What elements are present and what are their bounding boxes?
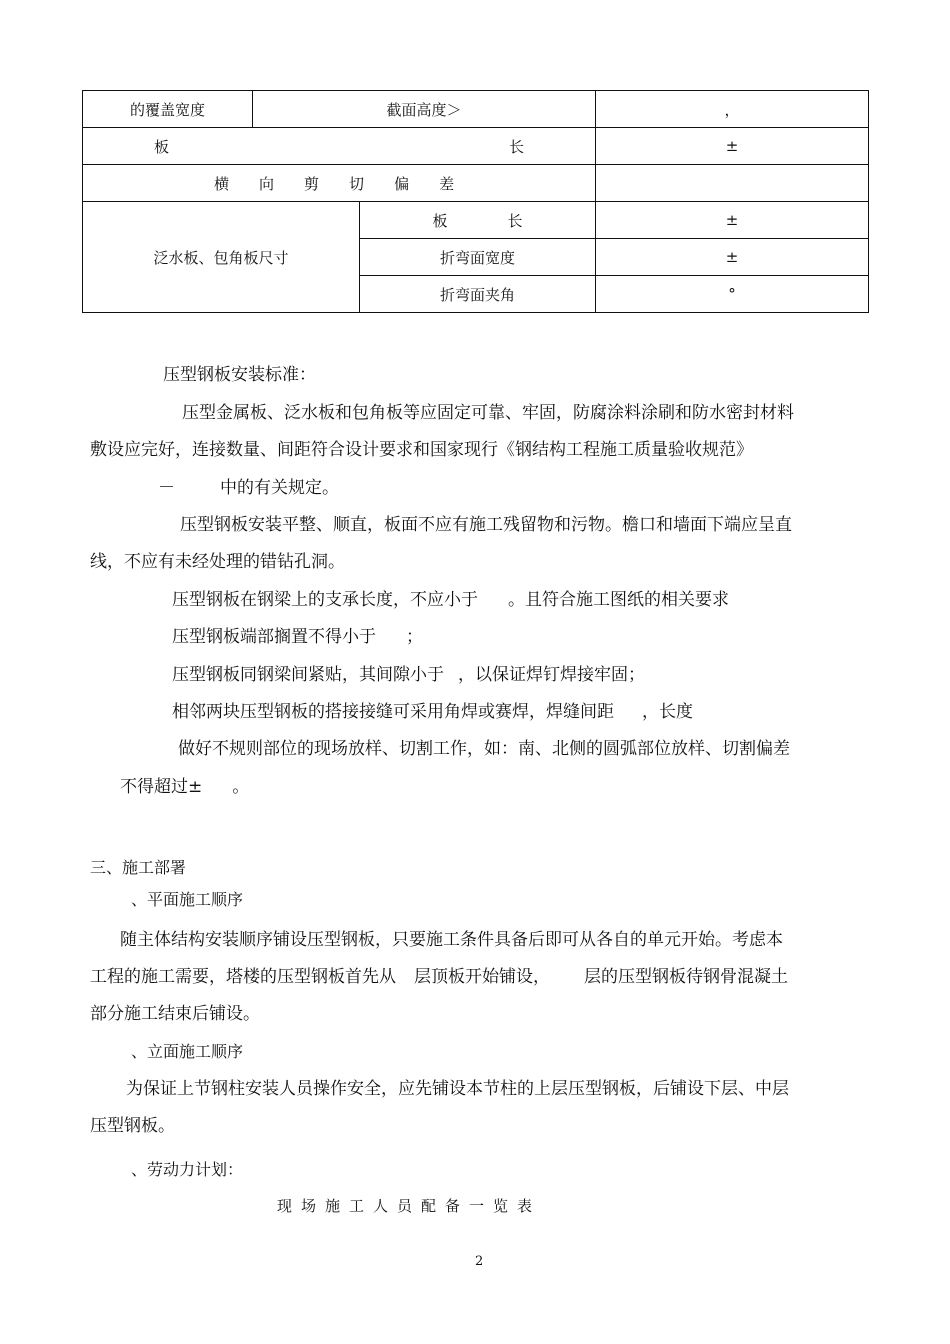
table-cell: ± [596, 202, 869, 239]
paragraph-text: 中的有关规定。 [220, 478, 339, 498]
table-cell [360, 202, 596, 239]
paragraph-text: 。 [232, 777, 250, 797]
table-text: 横 [214, 174, 230, 193]
paragraph-line: 敷设应完好，连接数量、间距符合设计要求和国家现行《钢结构工程施工质量验收规范》 [90, 440, 753, 460]
page-number: 2 [475, 1254, 484, 1269]
paragraph-text: 相邻两块压型钢板的搭接接缝可采用角焊或赛焊，焊缝间距 [172, 702, 614, 722]
paragraph-line: 做好不规则部位的现场放样、切割工作，如：南、北侧的圆弧部位放样、切割偏差 [178, 739, 790, 759]
table-cell: ° [596, 276, 869, 313]
table-cell: 泛水板、包角板尺寸 [83, 202, 360, 313]
subsection-heading: 、平面施工顺序 [131, 890, 244, 909]
table-cell: 截面高度＞ [253, 91, 596, 128]
table-text: 板 [432, 211, 448, 230]
table-text: 板 [153, 137, 169, 156]
paragraph-line: 线，不应有未经处理的错钻孔洞。 [90, 552, 345, 572]
table-caption: 现场施工人员配备一览表 [277, 1197, 542, 1215]
paragraph-text: 。且符合施工图纸的相关要求 [508, 590, 729, 610]
table-cell: 的覆盖宽度 [83, 91, 253, 128]
table-cell: 折弯面宽度 [360, 239, 596, 276]
paragraph-text: 工程的施工需要，塔楼的压型钢板首先从 [90, 967, 396, 987]
paragraph-line: 压型钢板安装平整、顺直，板面不应有施工残留物和污物。檐口和墙面下端应呈直 [180, 515, 792, 535]
paragraph-text: 压型钢板在钢梁上的支承长度，不应小于 [172, 590, 478, 610]
subsection-heading: 、立面施工顺序 [131, 1042, 244, 1061]
table-text: 长 [509, 137, 525, 156]
paragraph-line: 为保证上节钢柱安装人员操作安全，应先铺设本节柱的上层压型钢板，后铺设下层、中层 [126, 1079, 789, 1099]
paragraph-line: 压型钢板。 [90, 1116, 175, 1136]
section-heading: 三、施工部署 [90, 858, 187, 877]
table-cell: 折弯面夹角 [360, 276, 596, 313]
paragraph-text: 压型钢板同钢梁间紧贴，其间隙小于 [172, 665, 444, 685]
paragraph-line [172, 626, 423, 648]
table-cell: ± [596, 239, 869, 276]
paragraph-text: ，以保证焊钉焊接牢固； [458, 665, 645, 685]
table-text: 长 [507, 211, 523, 230]
paragraph-line: 部分施工结束后铺设。 [90, 1004, 260, 1024]
table-text: 差 [439, 174, 455, 193]
subsection-heading: 、劳动力计划： [131, 1160, 244, 1179]
table-text: 向 [259, 174, 275, 193]
paragraph-line: 随主体结构安装顺序铺设压型钢板，只要施工条件具备后即可从各自的单元开始。考虑本 [120, 930, 783, 950]
install-standard-title: 压型钢板安装标准： [163, 365, 316, 385]
table-row [83, 91, 869, 128]
paragraph-text: 压型钢板端部搁置不得小于 [172, 627, 376, 647]
table-cell: ± [596, 128, 869, 165]
table-row [83, 165, 869, 202]
table-cell [83, 165, 596, 202]
table-cell [83, 128, 596, 165]
paragraph-line [90, 966, 788, 988]
table-row [83, 128, 869, 165]
paragraph-text: 不得超过± [120, 777, 203, 797]
paragraph-line [172, 589, 729, 611]
paragraph-line [172, 701, 693, 723]
dash: － [158, 478, 175, 498]
table-cell: ， [596, 91, 869, 128]
table-row [83, 202, 869, 239]
paragraph-line [158, 477, 339, 499]
paragraph-text: 层顶板开始铺设， [414, 967, 550, 987]
table-text: 切 [349, 174, 365, 193]
paragraph-line: 压型金属板、泛水板和包角板等应固定可靠、牢固，防腐涂料涂刷和防水密封材料 [182, 403, 794, 423]
paragraph-text: 层的压型钢板待钢骨混凝土 [584, 967, 788, 987]
paragraph-text: ； [406, 627, 423, 647]
paragraph-line [172, 664, 645, 686]
table-cell [596, 165, 869, 202]
paragraph-line [120, 776, 249, 798]
table-text: 偏 [394, 174, 410, 193]
tolerance-table [82, 90, 869, 313]
paragraph-text: ，长度 [642, 702, 693, 722]
table-text: 剪 [304, 174, 320, 193]
